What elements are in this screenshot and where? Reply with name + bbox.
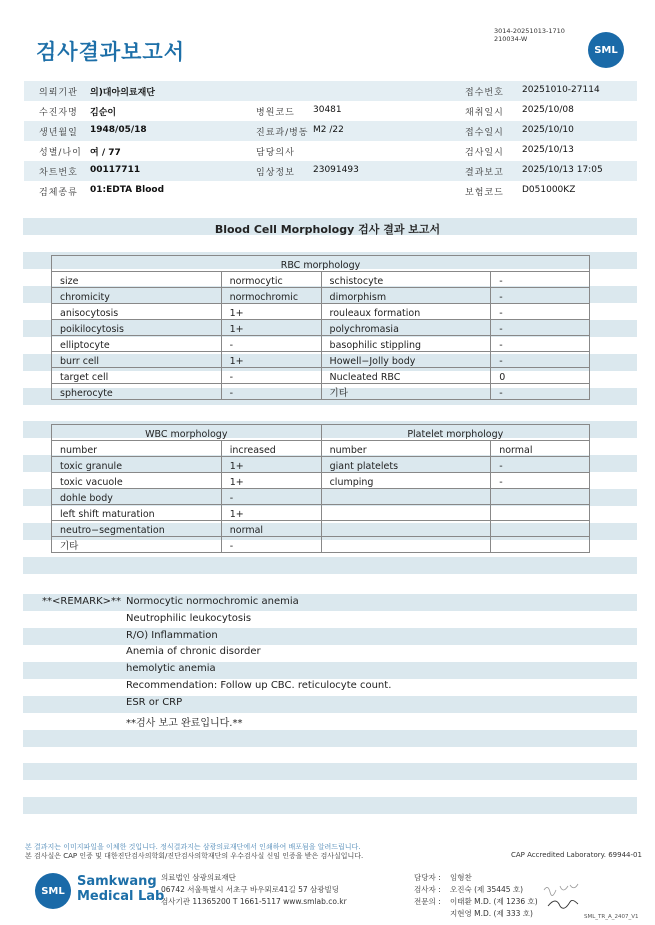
remark-line: Normocytic normochromic anemia <box>126 596 299 607</box>
item-result-cell: 1+ <box>221 473 321 489</box>
rbc-row <box>52 352 590 368</box>
item-name-cell: spherocyte <box>52 384 222 400</box>
item-name-cell <box>321 489 491 505</box>
item-result-cell: - <box>221 489 321 505</box>
info-value: 23091493 <box>313 165 359 175</box>
info-label: 담당의사 <box>256 148 295 158</box>
info-value: 20251010-27114 <box>522 85 600 95</box>
item-name-cell: 기타 <box>321 384 491 400</box>
item-result-cell <box>491 537 590 553</box>
rbc-row <box>52 272 590 288</box>
info-label: 진료과/병동 <box>256 128 309 138</box>
org-info <box>161 872 347 908</box>
item-result-cell: - <box>491 473 590 489</box>
item-name-cell: clumping <box>321 473 491 489</box>
item-result-cell: - <box>491 288 590 304</box>
item-result-cell: 1+ <box>221 505 321 521</box>
row-band <box>23 763 637 780</box>
item-result-cell: normochromic <box>221 288 321 304</box>
info-row <box>24 81 637 101</box>
info-value: 의)대아의료재단 <box>90 88 155 98</box>
item-name-cell: number <box>52 441 222 457</box>
staff-entry <box>414 884 538 896</box>
wbc-row <box>52 537 590 553</box>
item-name-cell: poikilocytosis <box>52 320 222 336</box>
item-name-cell: Howell−Jolly body <box>321 352 491 368</box>
sml-logo-footer: SML <box>35 873 71 909</box>
item-result-cell: - <box>491 352 590 368</box>
item-result-cell: - <box>491 272 590 288</box>
wbc-platelet-table <box>51 424 590 553</box>
item-name-cell <box>321 537 491 553</box>
staff-list <box>414 872 538 920</box>
item-name-cell: chromicity <box>52 288 222 304</box>
sml-logo: SML <box>588 32 624 68</box>
staff-name: 이태환 M.D. (제 1236 호) <box>450 897 538 906</box>
info-value: 1948/05/18 <box>90 125 147 135</box>
info-label: 검체종류 <box>39 188 78 198</box>
item-result-cell <box>491 489 590 505</box>
info-label: 차트번호 <box>39 168 78 178</box>
rbc-header: RBC morphology <box>52 256 590 272</box>
signature-image <box>540 880 590 914</box>
staff-entry <box>414 872 538 884</box>
item-name-cell: schistocyte <box>321 272 491 288</box>
item-name-cell: target cell <box>52 368 222 384</box>
item-result-cell: 1+ <box>221 457 321 473</box>
item-result-cell: - <box>221 537 321 553</box>
info-label: 수진자명 <box>39 108 78 118</box>
info-value: 김순이 <box>90 108 117 118</box>
row-band <box>23 696 637 713</box>
info-label: 접수일시 <box>465 128 504 138</box>
rbc-row <box>52 320 590 336</box>
item-name-cell: toxic granule <box>52 457 222 473</box>
item-result-cell: normal <box>221 521 321 537</box>
rbc-row <box>52 288 590 304</box>
item-name-cell <box>321 521 491 537</box>
info-label: 검사일시 <box>465 148 504 158</box>
section-title: Blood Cell Morphology 검사 결과 보고서 <box>214 223 441 236</box>
footer-warning: 본 결과지는 이미지파일을 이체한 것입니다. 정식결과지는 삼광의료재단에서 인쇄하여 배포됨을 알려드립니다. <box>25 843 361 851</box>
rbc-row <box>52 304 590 320</box>
wbc-row <box>52 489 590 505</box>
item-name-cell: number <box>321 441 491 457</box>
wbc-row <box>52 521 590 537</box>
info-row <box>24 101 637 121</box>
item-name-cell: rouleaux formation <box>321 304 491 320</box>
info-row <box>24 161 637 181</box>
item-result-cell: - <box>491 457 590 473</box>
info-value: 여 / 77 <box>90 148 121 158</box>
form-code: SML_TR_A_2407_V1 <box>584 914 639 920</box>
item-result-cell: 0 <box>491 368 590 384</box>
info-label: 생년월일 <box>39 128 78 138</box>
info-value: 01:EDTA Blood <box>90 185 165 195</box>
report-title: 검사결과보고서 <box>36 40 186 64</box>
staff-entry <box>414 896 538 908</box>
row-band <box>23 662 637 679</box>
rbc-row <box>52 336 590 352</box>
info-row <box>24 181 637 201</box>
info-label: 병원코드 <box>256 108 295 118</box>
item-name-cell: neutro−segmentation <box>52 521 222 537</box>
item-result-cell: normocytic <box>221 272 321 288</box>
item-result-cell: 1+ <box>221 304 321 320</box>
wbc-row <box>52 441 590 457</box>
staff-role: 검사자 : <box>414 885 441 894</box>
staff-name: 임형찬 <box>450 873 472 882</box>
document-id-line2: 210034-W <box>494 35 528 43</box>
item-name-cell: 기타 <box>52 537 222 553</box>
info-value: 2025/10/10 <box>522 125 574 135</box>
rbc-row <box>52 368 590 384</box>
info-value: 2025/10/08 <box>522 105 574 115</box>
item-result-cell: 1+ <box>221 320 321 336</box>
item-name-cell: left shift maturation <box>52 505 222 521</box>
brand-line2: Medical Lab <box>77 889 165 904</box>
wbc-header: WBC morphology <box>52 425 322 441</box>
item-result-cell: - <box>221 384 321 400</box>
remark-line: R/O) Inflammation <box>126 629 218 641</box>
item-result-cell: - <box>491 384 590 400</box>
remark-line: Neutrophilic leukocytosis <box>126 612 252 624</box>
footer-certification: 본 검사실은 CAP 인증 및 대한진단검사의학회/진단검사의학재단의 우수검사실 신임 인증을 받은 검사실입니다. <box>25 852 364 860</box>
document-id <box>494 27 565 43</box>
row-band <box>23 730 637 747</box>
cap-accreditation: CAP Accredited Laboratory. 69944-01 <box>511 851 642 859</box>
info-value: M2 /22 <box>313 125 344 135</box>
info-value: 00117711 <box>90 165 141 175</box>
item-result-cell: - <box>491 336 590 352</box>
item-name-cell: toxic vacuole <box>52 473 222 489</box>
item-result-cell <box>491 521 590 537</box>
remark-line: **검사 보고 완료입니다.** <box>126 717 243 729</box>
staff-role: 담당자 : <box>414 873 441 882</box>
item-name-cell <box>321 505 491 521</box>
brand-name <box>77 874 164 904</box>
rbc-row <box>52 384 590 400</box>
org-number: 검사기관 11365200 T 1661-5117 www.smlab.co.kr <box>161 897 347 906</box>
row-band <box>23 628 637 645</box>
item-result-cell: normal <box>491 441 590 457</box>
info-label: 채취일시 <box>465 108 504 118</box>
info-label: 임상정보 <box>256 168 295 178</box>
item-name-cell: polychromasia <box>321 320 491 336</box>
remark-line: hemolytic anemia <box>126 663 216 675</box>
remark-line: ESR or CRP <box>126 696 183 708</box>
remark-line: Recommendation: Follow up CBC. reticulocyte count. <box>126 680 392 691</box>
document-id-line1: 3014-20251013-1710 <box>494 27 565 35</box>
item-result-cell: increased <box>221 441 321 457</box>
info-label: 결과보고 <box>465 168 504 178</box>
info-value: 30481 <box>313 105 342 115</box>
item-result-cell <box>491 505 590 521</box>
wbc-row <box>52 473 590 489</box>
staff-role: 전문의 : <box>414 897 441 906</box>
rbc-morphology-table <box>51 255 590 400</box>
info-row <box>24 141 637 161</box>
org-name: 의료법인 삼광의료재단 <box>161 873 236 882</box>
info-value: 2025/10/13 17:05 <box>522 165 603 175</box>
org-address: 06742 서울특별시 서초구 바우뫼로41길 57 삼광빌딩 <box>161 885 340 894</box>
info-value: 2025/10/13 <box>522 145 574 155</box>
item-name-cell: size <box>52 272 222 288</box>
row-band <box>23 797 637 814</box>
staff-name: 지현영 M.D. (제 333 호) <box>450 909 533 918</box>
brand-line1: Samkwang <box>77 874 157 889</box>
item-name-cell: burr cell <box>52 352 222 368</box>
item-name-cell: elliptocyte <box>52 336 222 352</box>
info-label: 성별/나이 <box>39 148 82 158</box>
remark-line: Anemia of chronic disorder <box>126 646 261 658</box>
wbc-row <box>52 457 590 473</box>
item-result-cell: 1+ <box>221 352 321 368</box>
item-result-cell: - <box>491 320 590 336</box>
item-name-cell: dohle body <box>52 489 222 505</box>
item-result-cell: - <box>221 368 321 384</box>
row-band <box>23 557 637 574</box>
info-label: 의뢰기관 <box>39 88 78 98</box>
item-name-cell: Nucleated RBC <box>321 368 491 384</box>
item-name-cell: anisocytosis <box>52 304 222 320</box>
staff-entry <box>414 908 538 920</box>
staff-name: 오진숙 (제 35445 호) <box>450 885 524 894</box>
wbc-row <box>52 505 590 521</box>
info-value: D051000KZ <box>522 185 576 195</box>
info-label: 접수번호 <box>465 88 504 98</box>
item-name-cell: giant platelets <box>321 457 491 473</box>
item-name-cell: dimorphism <box>321 288 491 304</box>
info-row <box>24 121 637 141</box>
platelet-header: Platelet morphology <box>321 425 589 441</box>
item-name-cell: basophilic stippling <box>321 336 491 352</box>
item-result-cell: - <box>221 336 321 352</box>
remark-label: **<REMARK>** <box>42 596 121 607</box>
item-result-cell: - <box>491 304 590 320</box>
info-label: 보험코드 <box>465 188 504 198</box>
